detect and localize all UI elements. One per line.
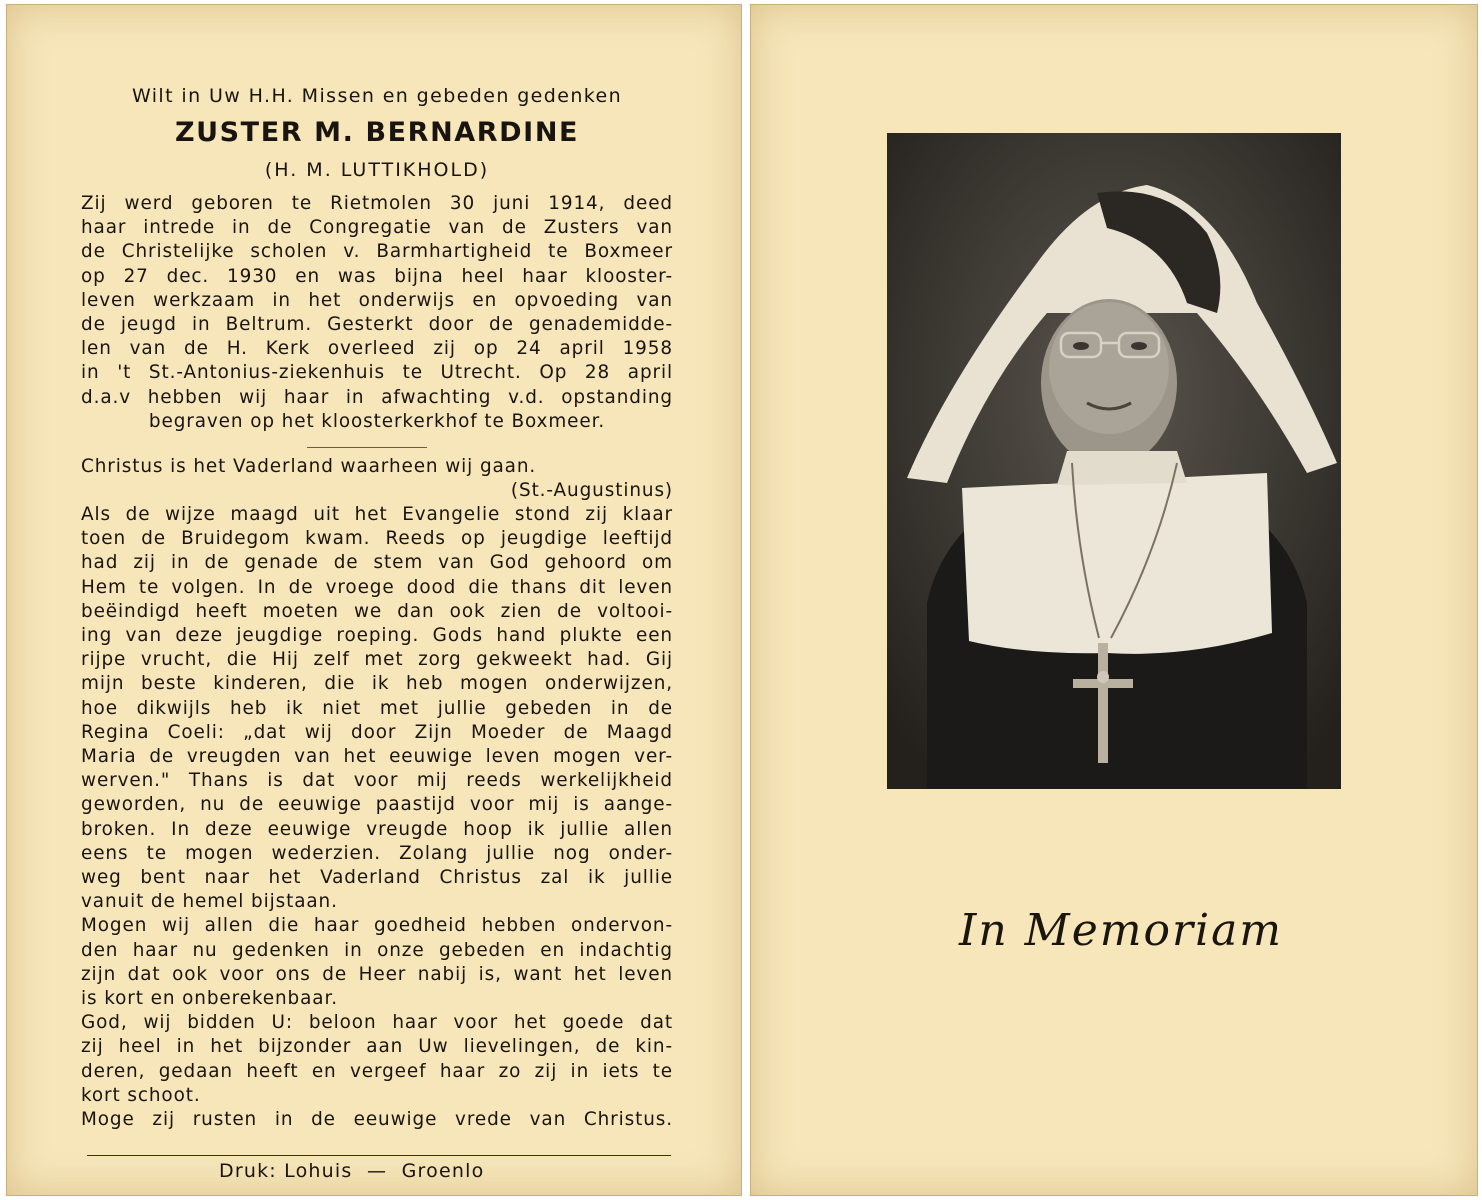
biography-paragraph <box>81 192 673 434</box>
bio-line: op 27 dec. 1930 en was bijna heel haar klooster- <box>81 265 673 287</box>
meditation-paragraph <box>81 503 673 1132</box>
bio-line: in 't St.-Antonius-ziekenhuis te Utrecht. Op 28 april <box>81 362 673 384</box>
bio-line: leven werkzaam in het onderwijs en opvoeding van <box>81 289 673 311</box>
bio-line: de jeugd in Beltrum. Gesterkt door de genademidde- <box>81 314 673 336</box>
bio-line: len van de H. Kerk overleed zij op 24 april 1958 <box>81 338 673 360</box>
bio-line: haar intrede in de Congregatie van de Zusters van <box>81 217 673 239</box>
section-divider <box>307 447 427 448</box>
meditation-line: toen de Bruidegom kwam. Reeds op jeugdige leeftijd <box>81 528 673 550</box>
bio-line: de Christelijke scholen v. Barmhartigheid te Boxmeer <box>81 241 673 263</box>
bio-line: begraven op het kloosterkerkhof te Boxmeer. <box>148 410 606 432</box>
intro-line: Wilt in Uw H.H. Missen en gebeden gedenken <box>131 85 623 107</box>
meditation-line: weg bent naar het Vaderland Christus zal ik jullie <box>81 867 673 889</box>
meditation-line: zij heel in het bijzonder aan Uw lievelingen, de kin- <box>81 1036 673 1058</box>
meditation-line: Maria de vreugden van het eeuwige leven mogen ver- <box>81 746 673 768</box>
meditation-line: had zij in de genade de stem van God gehoord om <box>81 552 673 574</box>
meditation-line: beëindigd heeft moeten we dan ook zien de voltooi- <box>81 600 673 622</box>
portrait-photo <box>887 133 1341 789</box>
meditation-line: is kort en onberekenbaar. <box>81 988 338 1010</box>
meditation-line: ing van deze jeugdige roeping. Gods hand plukte een <box>81 625 673 647</box>
bio-line: Zij werd geboren te Rietmolen 30 juni 1914, deed <box>81 193 673 214</box>
meditation-line: vanuit de hemel bijstaan. <box>81 891 338 913</box>
birth-name: (H. M. LUTTIKHOLD) <box>264 159 490 181</box>
memorial-portrait-card <box>750 4 1478 1196</box>
meditation-line: deren, gedaan heeft en vergeef haar zo zij in iets te <box>81 1060 673 1082</box>
meditation-line: eens te mogen wederzien. Zolang jullie nog onder- <box>81 842 673 864</box>
memorial-text-card <box>6 4 742 1196</box>
quote-block <box>81 455 673 503</box>
meditation-line: Moge zij rusten in de eeuwige vrede van Christus. <box>81 1109 673 1131</box>
bio-line: d.a.v hebben wij haar in afwachting v.d. opstanding <box>81 386 673 408</box>
meditation-line: Mogen wij allen die haar goedheid hebben ondervon- <box>81 915 673 937</box>
meditation-line: Regina Coeli: „dat wij door Zijn Moeder de Maagd <box>81 721 673 743</box>
deceased-name: ZUSTER M. BERNARDINE <box>174 117 580 148</box>
meditation-line: den haar nu gedenken in onze gebeden en indachtig <box>81 939 673 961</box>
meditation-line: broken. In deze eeuwige vreugde hoop ik jullie allen <box>81 818 673 840</box>
printer-credit: Druk: Lohuis — Groenlo <box>219 1160 485 1182</box>
quote-source: (St.-Augustinus) <box>510 480 673 502</box>
meditation-line: werven." Thans is dat voor mij reeds werkelijkheid <box>81 770 673 792</box>
quote-text: Christus is het Vaderland waarheen wij gaan. <box>81 456 537 477</box>
meditation-line: kort schoot. <box>81 1084 201 1106</box>
in-memoriam-title: In Memoriam <box>958 905 1284 956</box>
meditation-line: geworden, nu de eeuwige paastijd voor mij is aange- <box>81 794 673 816</box>
meditation-line: Als de wijze maagd uit het Evangelie stond zij klaar <box>81 504 673 525</box>
meditation-line: hoe dikwijls heb ik niet met jullie gebeden in de <box>81 697 673 719</box>
meditation-line: zijn dat ook voor ons de Heer nabij is, want het leven <box>81 963 673 985</box>
nun-portrait-illustration <box>887 133 1341 789</box>
meditation-line: Hem te volgen. In de vroege dood die thans dit leven <box>81 576 673 598</box>
footer-divider <box>87 1155 671 1156</box>
meditation-line: mijn beste kinderen, die ik heb mogen onderwijzen, <box>81 673 673 695</box>
meditation-line: God, wij bidden U: beloon haar voor het goede dat <box>81 1012 673 1034</box>
meditation-line: rijpe vrucht, die Hij zelf met zorg gekweekt had. Gij <box>81 649 673 671</box>
